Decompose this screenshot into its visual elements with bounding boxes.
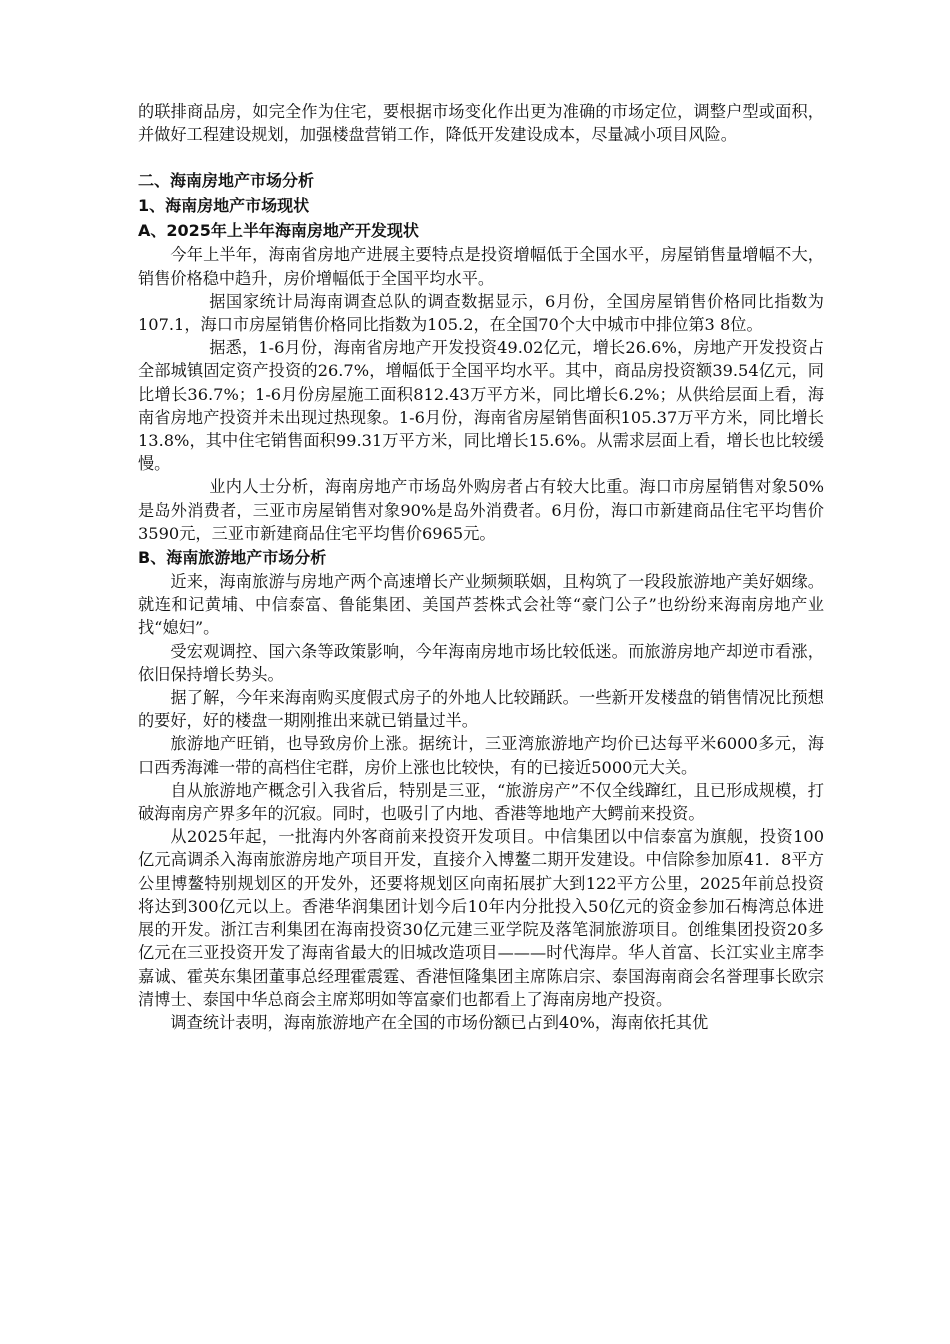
part-b-paragraph: 据了解，今年来海南购买度假式房子的外地人比较踊跃。一些新开发楼盘的销售情况比预想的要好，好的楼盘一期刚推出来就已销量过半。: [138, 688, 824, 731]
section-title: 二、海南房地产市场分析: [138, 171, 315, 191]
subsection-title: 1、海南房地产市场现状: [138, 196, 310, 216]
part-a-paragraph: 据悉，1-6月份，海南省房地产开发投资49.02亿元，增长26.6%，房地产开发投资占全部城镇固定资产投资的26.7%，增幅低于全国平均水平。其中，商品房投资额39.54亿元，同比增长36.7%；1-6月份房屋施工面积812.43万平方米，同比增长6.2%；从供给层面上看，海南省房地产投资并未出现过热现象。1-6月份，海南省房屋销售面积105.37万平方米，同比增长13.8%，其中住宅销售面积99.31万平方米，同比增长15.6%。从需求层面上看，增长也比较缓慢。: [138, 338, 824, 474]
part-a-paragraph: 据国家统计局海南调查总队的调查数据显示，6月份，全国房屋销售价格同比指数为107.1，海口市房屋销售价格同比指数为105.2，在全国70个大中城市中排位第3 8位。: [138, 291, 824, 335]
part-b-paragraph: 旅游地产旺销，也导致房价上涨。据统计，三亚湾旅游地产均价已达每平米6000多元，海口西秀海滩一带的高档住宅群，房价上涨也比较快，有的已接近5000元大关。: [138, 734, 824, 777]
part-b-paragraph: 从2025年起，一批海内外客商前来投资开发项目。中信集团以中信泰富为旗舰，投资100亿元高调杀入海南旅游房地产项目开发，直接介入博鳌二期开发建设。中信除参加原41．8平方公里博鳌特别规划区的开发外，还要将规划区向南拓展扩大到122平方公里，2025年前总投资将达到300亿元以上。香港华润集团计划今后10年内分批投入50亿元的资金参加石梅湾总体进展的开发。浙江吉利集团在海南投资30亿元建三亚学院及落笔洞旅游项目。创维集团投资20多亿元在三亚投资开发了海南省最大的旧城改造项目———时代海岸。华人首富、长江实业主席李嘉诚、霍英东集团董事总经理霍震霆、香港恒隆集团主席陈启宗、泰国海南商会名誉理事长欧宗清博士、泰国中华总商会主席郑明如等富豪们也都看上了海南房地产投资。: [138, 827, 824, 1009]
part-b-paragraph: 自从旅游地产概念引入我省后，特别是三亚，“旅游房产”不仅全线蹿红，且已形成规模，打破海南房产界多年的沉寂。同时，也吸引了内地、香港等地地产大鳄前来投资。: [138, 780, 824, 824]
part-b-paragraph: 受宏观调控、国六条等政策影响，今年海南房地市场比较低迷。而旅游房地产却逆市看涨，依旧保持增长势头。: [138, 641, 824, 684]
intro-paragraph: 的联排商品房，如完全作为住宅，要根据市场变化作出更为准确的市场定位，调整户型或面积，并做好工程建设规划，加强楼盘营销工作，降低开发建设成本，尽量减小项目风险。: [138, 102, 824, 145]
part-a-paragraph: 业内人士分析，海南房地产市场岛外购房者占有较大比重。海口市房屋销售对象50%是岛外消费者，三亚市房屋销售对象90%是岛外消费者。6月份，海口市新建商品住宅平均售价3590元，三亚市新建商品住宅平均售价6965元。: [138, 477, 824, 543]
spacer: [138, 146, 824, 168]
part-b-title: B、海南旅游地产市场分析: [138, 548, 327, 568]
part-a-title: A、2025年上半年海南房地产开发现状: [138, 221, 419, 241]
part-b-paragraph: 近来，海南旅游与房地产两个高速增长产业频频联姻，且构筑了一段段旅游地产美好姻缘。就连和记黄埔、中信泰富、鲁能集团、美国芦荟株式会社等“豪门公子”也纷纷来海南房地产业找“媳妇”。: [138, 572, 824, 638]
document-body: [138, 100, 824, 1034]
part-b-paragraph: 调查统计表明，海南旅游地产在全国的市场份额已占到40%，海南依托其优: [170, 1012, 709, 1032]
part-a-paragraph: 今年上半年，海南省房地产进展主要特点是投资增幅低于全国水平，房屋销售量增幅不大，销售价格稳中趋升，房价增幅低于全国平均水平。: [138, 245, 824, 288]
